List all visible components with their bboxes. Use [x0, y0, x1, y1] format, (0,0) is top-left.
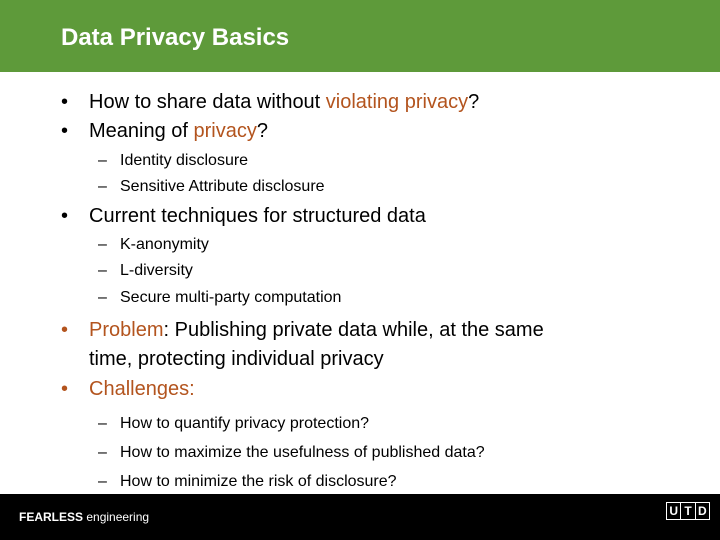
- dash-marker: –: [98, 178, 107, 195]
- bullet-marker: •: [61, 205, 69, 227]
- bullet-marker: •: [61, 319, 69, 341]
- problem-colon: :: [163, 319, 170, 341]
- sub-bullet-text: How to minimize the risk of disclosure?: [120, 473, 397, 490]
- bullet-marker: •: [61, 378, 69, 400]
- footer-bar: [0, 494, 720, 540]
- sub-bullet-text: Identity disclosure: [120, 152, 249, 169]
- slide-title: Data Privacy Basics: [61, 24, 290, 51]
- sub-bullet-text: L-diversity: [120, 262, 193, 279]
- bullet-marker: •: [61, 120, 69, 142]
- footer-brand-bold: FEARLESS: [19, 510, 84, 524]
- bullet-text-end: ?: [468, 91, 480, 113]
- dash-marker: –: [98, 289, 107, 306]
- problem-text-continued: time, protecting individual privacy: [89, 348, 384, 370]
- dash-marker: –: [98, 473, 107, 490]
- footer-brand: [19, 510, 149, 524]
- dash-marker: –: [98, 236, 107, 253]
- challenges-label: Challenges:: [89, 378, 195, 400]
- logo-letter: T: [680, 503, 694, 519]
- sub-bullet-text: Sensitive Attribute disclosure: [120, 178, 325, 195]
- bullet-text: Current techniques for structured data: [89, 205, 426, 227]
- utd-logo: [666, 502, 710, 520]
- dash-marker: –: [98, 415, 107, 432]
- bullet-text: How to share data without: [89, 91, 326, 113]
- bullet-marker: •: [61, 91, 69, 113]
- sub-bullet-text: How to maximize the usefulness of published data?: [120, 444, 485, 461]
- dash-marker: –: [98, 262, 107, 279]
- dash-marker: –: [98, 444, 107, 461]
- sub-bullet-text: Secure multi-party computation: [120, 289, 342, 306]
- problem-text: Publishing private data while, at the same: [169, 319, 544, 341]
- dash-marker: –: [98, 152, 107, 169]
- logo-letter: U: [669, 504, 678, 518]
- problem-label: Problem: [89, 319, 164, 341]
- sub-bullet-text: How to quantify privacy protection?: [120, 415, 370, 432]
- bullet-text-end: ?: [256, 120, 268, 142]
- bullet-accent: privacy: [193, 120, 257, 142]
- sub-bullet-text: K-anonymity: [120, 236, 209, 253]
- logo-letter: D: [695, 503, 709, 519]
- bullet-accent: violating privacy: [325, 91, 469, 113]
- footer-brand-rest: engineering: [83, 510, 150, 524]
- bullet-text: Meaning of: [89, 120, 194, 142]
